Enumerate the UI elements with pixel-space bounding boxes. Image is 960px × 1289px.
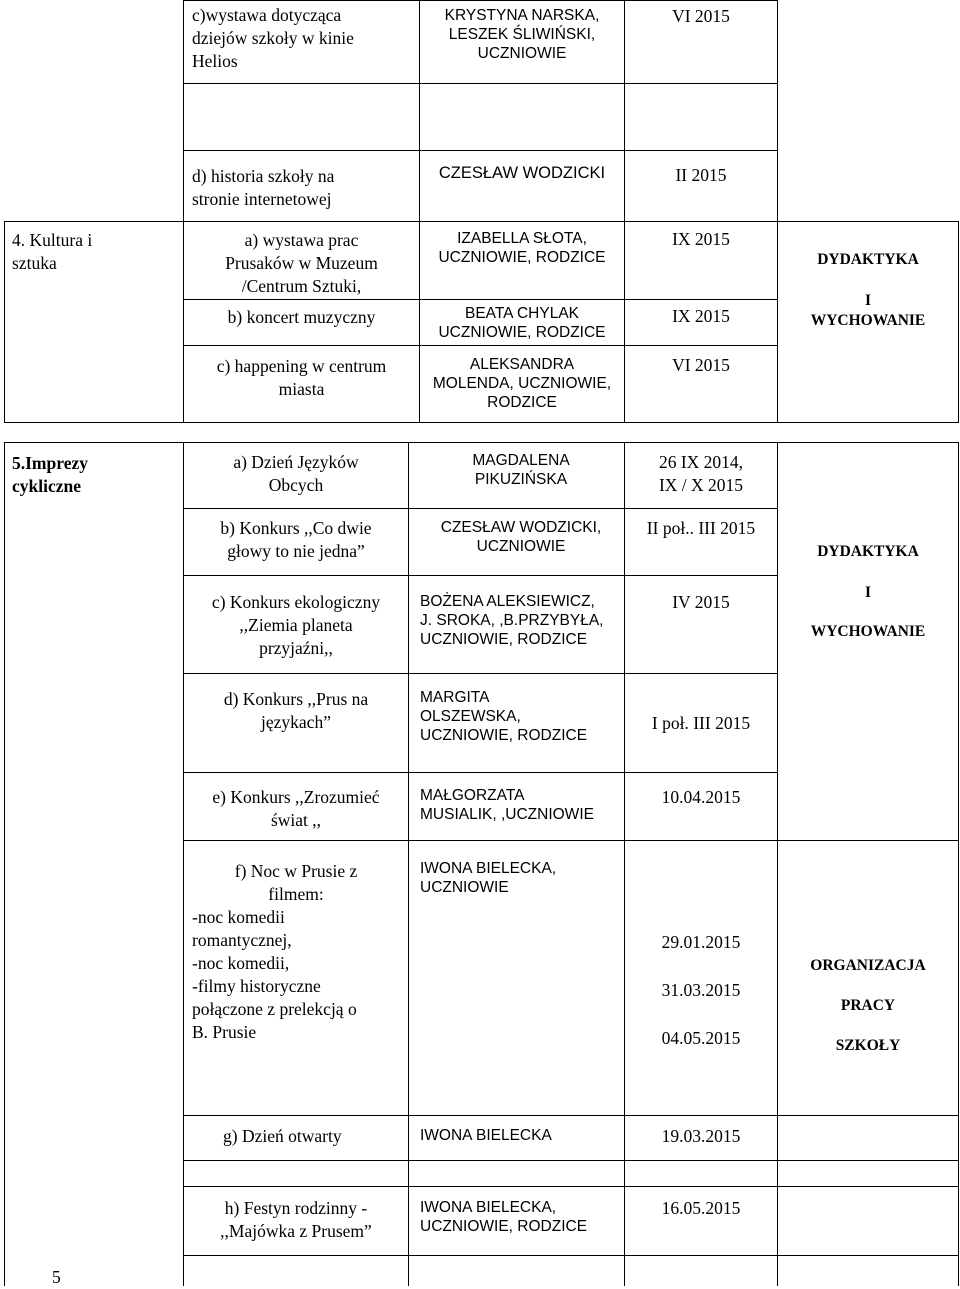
persons-d: CZESŁAW WODZICKI (438, 164, 606, 182)
persons-4a: IZABELLA SŁOTA, UCZNIOWIE, RODZICE (438, 230, 606, 266)
activity-5a: a) Dzień Języków Obcych (233, 452, 359, 495)
date-5a: 26 IX 2014, IX / X 2015 (658, 452, 744, 495)
date-4b: IX 2015 (672, 306, 730, 326)
activity-c: c)wystawa dotycząca dziejów szkoły w kinie Helios (192, 5, 354, 71)
date-5f-2: 31.03.2015 (661, 980, 741, 1000)
date-4c: VI 2015 (672, 355, 730, 375)
persons-5e: MAŁGORZATA MUSIALIK, ,UCZNIOWIE (420, 787, 594, 823)
date-5h: 16.05.2015 (661, 1198, 741, 1218)
activity-5f-title: f) Noc w Prusie z filmem: (234, 861, 358, 904)
activity-d: d) historia szkoły na stronie internetowej (192, 166, 335, 209)
persons-5b: CZESŁAW WODZICKI, UCZNIOWIE (440, 519, 602, 555)
persons-5d: MARGITA OLSZEWSKA, UCZNIOWIE, RODZICE (420, 689, 588, 744)
section5-area1-line1: DYDAKTYKA (817, 543, 919, 560)
persons-5a: MAGDALENA PIKUZIŃSKA (472, 452, 570, 488)
persons-5f: IWONA BIELECKA, UCZNIOWIE (420, 860, 557, 896)
date-5c: IV 2015 (672, 592, 730, 612)
date-4a: IX 2015 (672, 229, 730, 249)
date-5f-3: 04.05.2015 (661, 1028, 741, 1048)
date-5d: I poł. III 2015 (651, 713, 751, 733)
section5-area2-line3: SZKOŁY (835, 1037, 901, 1054)
persons-5h: IWONA BIELECKA, UCZNIOWIE, RODZICE (420, 1199, 588, 1235)
section5-title: 5.Imprezy cykliczne (12, 453, 88, 496)
activity-5e: e) Konkurs ,,Zrozumieć świat ,, (212, 787, 380, 830)
date-5b: II poł.. III 2015 (646, 518, 756, 538)
persons-4b: BEATA CHYLAK UCZNIOWIE, RODZICE (438, 305, 606, 341)
section5-area1-line2: I (864, 584, 872, 601)
persons-5g: IWONA BIELECKA (420, 1127, 552, 1144)
section5-area2-line2: PRACY (840, 997, 896, 1014)
persons-c: KRYSTYNA NARSKA, LESZEK ŚLIWIŃSKI, UCZNIOWIE (444, 7, 600, 62)
date-c: VI 2015 (672, 6, 730, 26)
section5-area1-line3: WYCHOWANIE (810, 623, 926, 640)
page-number: 5 (52, 1267, 61, 1287)
date-d: II 2015 (675, 165, 727, 185)
section4-area-line3: WYCHOWANIE (810, 312, 926, 329)
section5-area2-line1: ORGANIZACJA (810, 957, 926, 974)
date-5f-1: 29.01.2015 (661, 932, 741, 952)
activity-5f-list: -noc komedii romantycznej, -noc komedii, -filmy historyczne połączone z prelekcją o B. Prusie (192, 907, 357, 1042)
activity-4b: b) koncert muzyczny (227, 307, 376, 327)
date-5g: 19.03.2015 (661, 1126, 741, 1146)
activity-5g: g) Dzień otwarty (223, 1126, 342, 1146)
persons-4c: ALEKSANDRA MOLENDA, UCZNIOWIE, RODZICE (432, 356, 612, 411)
activity-4c: c) happening w centrum miasta (216, 356, 387, 399)
activity-5h: h) Festyn rodzinny - ,,Majówka z Prusem” (220, 1198, 372, 1241)
section4-area-line2: I (864, 292, 872, 309)
persons-5c: BOŻENA ALEKSIEWICZ, J. SROKA, ,B.PRZYBYŁA, UCZNIOWIE, RODZICE (420, 593, 604, 648)
activity-5b: b) Konkurs ,,Co dwie głowy to nie jedna” (220, 518, 372, 561)
section4-area-line1: DYDAKTYKA (817, 251, 919, 268)
section4-title: 4. Kultura i sztuka (12, 230, 93, 273)
activity-4a: a) wystawa prac Prusaków w Muzeum /Centrum Sztuki, (225, 230, 378, 296)
activity-5c: c) Konkurs ekologiczny ,,Ziemia planeta przyjaźni,, (211, 592, 381, 658)
activity-5d: d) Konkurs ,,Prus na językach” (223, 689, 369, 732)
date-5e: 10.04.2015 (661, 787, 741, 807)
